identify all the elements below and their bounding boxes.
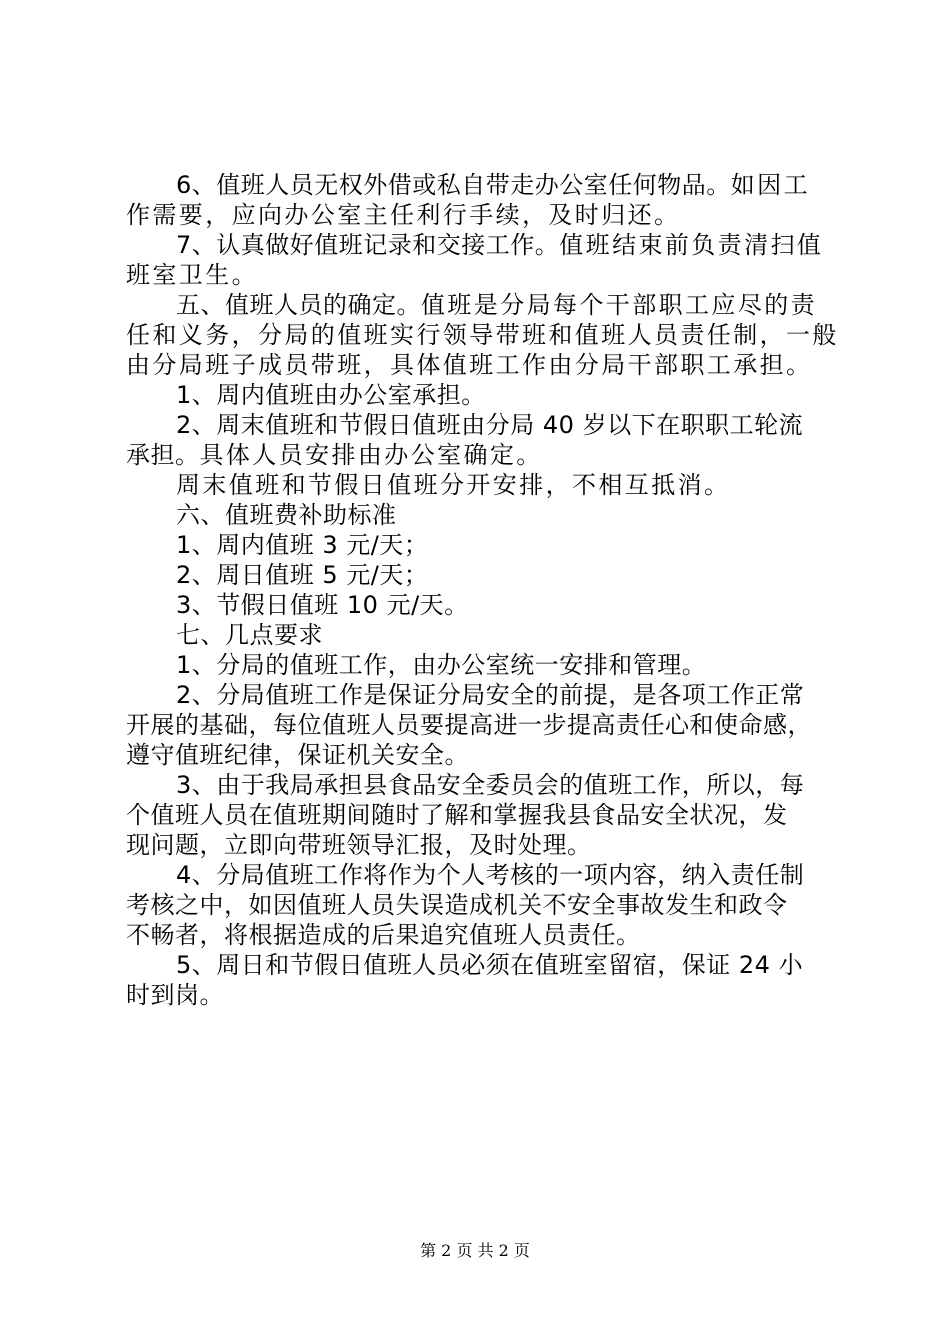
text-line-main: 时到岗。 xyxy=(126,981,224,1009)
document-body xyxy=(126,170,839,1010)
text-line xyxy=(126,470,830,500)
text-line-continuation: 如因工 xyxy=(730,171,810,199)
text-line xyxy=(126,410,830,440)
text-line xyxy=(126,500,830,530)
text-line-main: 个值班人员在值班期间随时了解和掌握我县食品安全状况，发 xyxy=(126,801,788,829)
text-line xyxy=(126,170,830,200)
text-line-main: 现问题，立即向带班领导汇报，及时处理。 xyxy=(126,831,592,859)
text-line-main: 4、分局值班工作将作为个人考核的一项内容，纳入责任制 xyxy=(176,861,805,889)
text-line xyxy=(126,230,830,260)
text-line-continuation: 班室卫生。 xyxy=(126,261,258,289)
text-line-main: 5、周日和节假日值班人员必须在值班室留宿，保证 24 小 xyxy=(176,951,804,979)
text-line-main: 2、周日值班 5 元/天； xyxy=(176,561,429,589)
text-line-main: 6、值班人员无权外借或私自带走办公室任何物品。 xyxy=(176,171,731,199)
text-line xyxy=(126,860,830,890)
text-line xyxy=(126,770,830,800)
text-line xyxy=(126,920,830,950)
text-line xyxy=(126,590,830,620)
text-line xyxy=(126,740,830,770)
text-line-main: 七、几点要求 xyxy=(176,621,323,649)
text-line xyxy=(126,260,830,290)
text-line-main: 1、分局的值班工作，由办公室统一安排和管理。 xyxy=(176,651,707,679)
text-line-main: 1、周内值班 3 元/天； xyxy=(176,531,429,559)
text-line-continuation: 由分局班子成员带班，具体值班工作由分局干部职工承担。 xyxy=(126,351,813,379)
text-line xyxy=(126,680,830,710)
text-line-main: 1、周内值班由办公室承担。 xyxy=(176,381,486,409)
text-line-continuation: 值班是分局每个干部职工应尽的责 xyxy=(421,291,817,319)
text-line xyxy=(126,350,830,380)
text-line xyxy=(126,530,830,560)
text-line xyxy=(126,290,830,320)
text-line-main: 不畅者，将根据造成的后果追究值班人员责任。 xyxy=(126,921,641,949)
text-line-main: 2、分局值班工作是保证分局安全的前提，是各项工作正常 xyxy=(176,681,805,709)
text-line-main: 五、值班人员的确定。 xyxy=(176,291,421,319)
text-line xyxy=(126,620,830,650)
text-line-main: 2、周末值班和节假日值班由分局 40 岁以下在职职工轮流 xyxy=(176,411,804,439)
text-line-continuation: 值班结束前负责清扫值 xyxy=(559,231,824,259)
text-line xyxy=(126,830,830,860)
text-line xyxy=(126,440,830,470)
text-line xyxy=(126,200,830,230)
text-line xyxy=(126,710,830,740)
text-line-main: 六、值班费补助标准 xyxy=(176,501,397,529)
text-line xyxy=(126,320,839,350)
text-line xyxy=(126,800,830,830)
text-line xyxy=(126,950,830,980)
text-line xyxy=(126,380,830,410)
text-line-main: 开展的基础，每位值班人员要提高进一步提高责任心和使命感， xyxy=(126,711,812,739)
text-line-continuation: 周末值班和节假日值班分开安排，不相互抵消。 xyxy=(176,471,731,499)
text-line-main: 遵守值班纪律，保证机关安全。 xyxy=(126,741,469,769)
text-line-main: 7、认真做好值班记录和交接工作。 xyxy=(176,231,560,259)
text-line-main: 3、节假日值班 10 元/天。 xyxy=(176,591,469,619)
text-line-main: 承担。 xyxy=(126,441,200,469)
text-line xyxy=(126,890,830,920)
text-line-continuation: 作需要，应向办公室主任利行手续，及时归还。 xyxy=(126,201,681,229)
text-line-main: 3、由于我局承担县食品安全委员会的值班工作，所以，每 xyxy=(176,771,805,799)
text-line xyxy=(126,980,830,1010)
page-footer: 第 2 页 共 2 页 xyxy=(420,1241,530,1260)
text-line-continuation: 任和义务，分局的值班实行领导带班和值班人员责任制，一般 xyxy=(126,321,839,349)
text-line-continuation: 具体人员安排由办公室确定。 xyxy=(199,441,543,469)
text-line-main: 考核之中，如因值班人员失误造成机关不安全事故发生和政令 xyxy=(126,891,788,919)
text-line xyxy=(126,650,830,680)
text-line xyxy=(126,560,830,590)
